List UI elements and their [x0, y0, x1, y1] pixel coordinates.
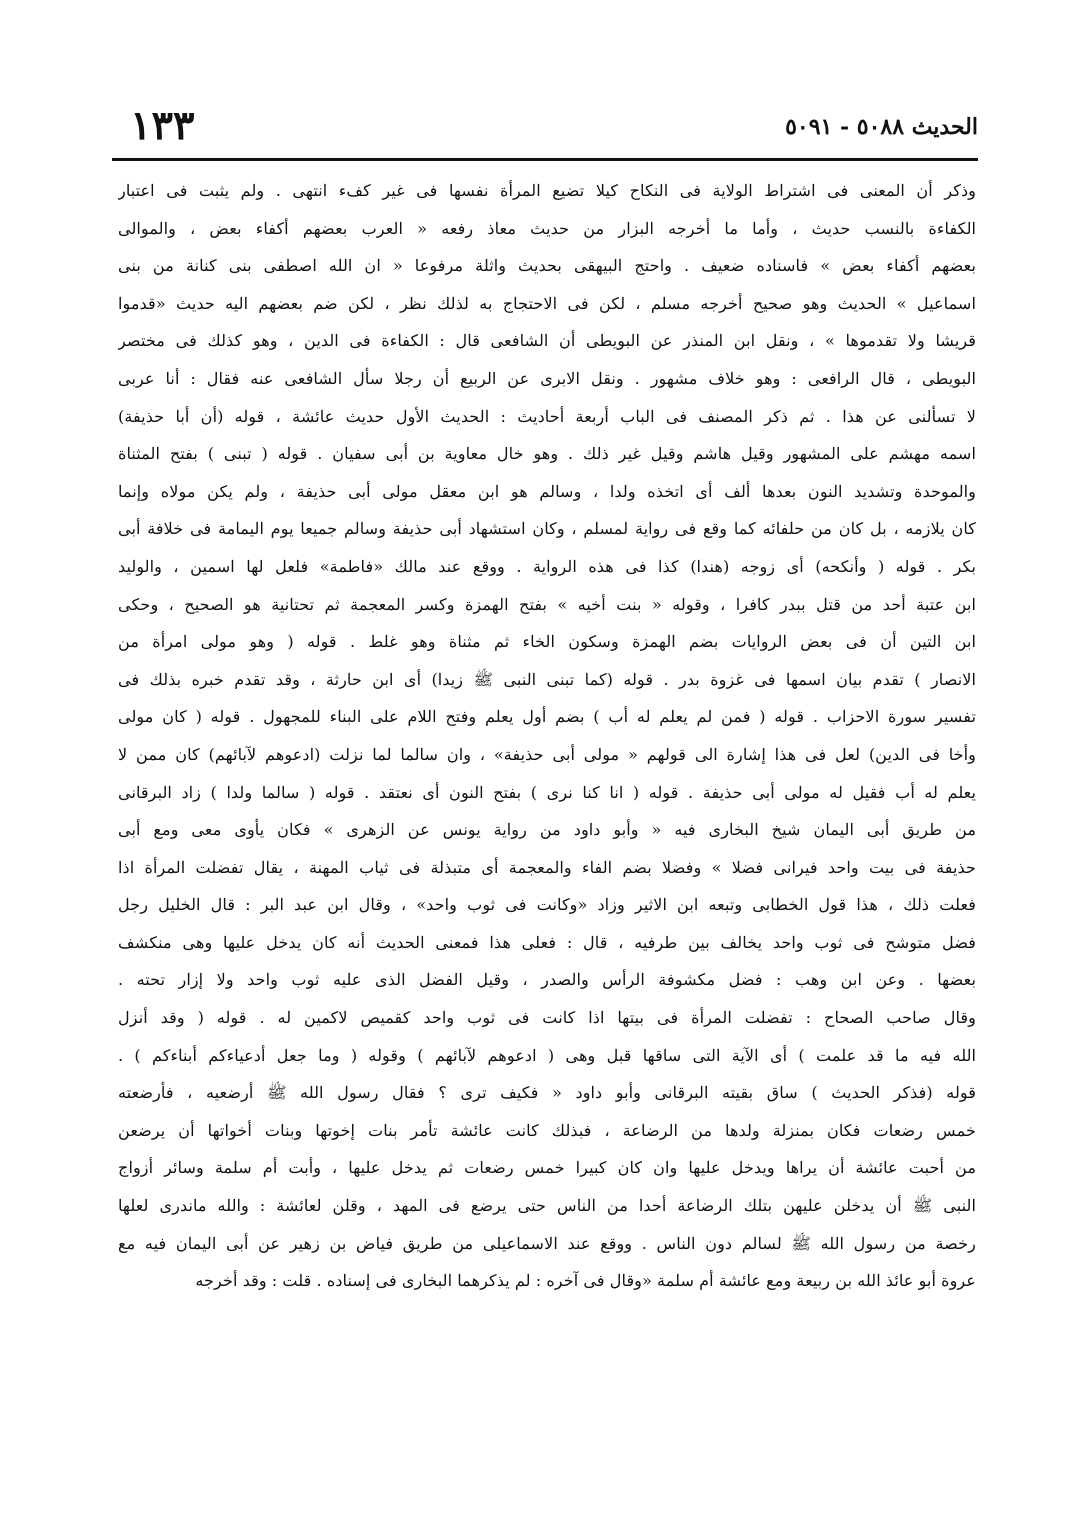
text-line: وأخا فى الدين) لعل فى هذا إشارة الى قولهم « مولى أبى حذيفة» ، وان سالما لما نزلت (ادعوهم لآبائهم) كان ممن لا: [118, 744, 976, 764]
header-divider: [112, 158, 978, 161]
page-header: [112, 102, 978, 164]
text-line: فضل متوشح فى ثوب واحد يخالف بين طرفيه ، قال : فعلى هذا فمعنى الحديث أنه كان يدخل عليها وهى منكشف: [118, 932, 976, 952]
running-header-title: الحديث ٥٠٨٨ - ٥٠٩١: [785, 114, 978, 140]
text-line: ابن التين أن فى بعض الروايات بضم الهمزة وسكون الخاء ثم مثناة وهو غلط . قوله ( وهو مولى امرأة من: [118, 632, 976, 652]
text-line: بعضهم أكفاء بعض » فاسناده ضعيف . واحتج البيهقى بحديث واثلة مرفوعا « ان الله اصطفى بنى كنانة من بنى: [118, 256, 976, 276]
page-number: ١٣٣: [130, 102, 195, 149]
text-line: يعلم له أب فقيل له مولى أبى حذيفة . قوله ( انا كنا نرى ) بفتح النون أى نعتقد . قوله ( سالما ولدا ) زاد البرقانى: [118, 782, 976, 802]
text-line: من أحبت عائشة أن يراها ويدخل عليها وان كان كبيرا خمس رضعات ثم يدخل عليها ، وأبت أم سلمة وسائر أزواج: [118, 1158, 976, 1178]
text-line: لا تسألنى عن هذا . ثم ذكر المصنف فى الباب أربعة أحاديث : الحديث الأول حديث عائشة ، قوله (أن أبا حذيفة): [118, 406, 976, 426]
text-line: عروة أبو عائذ الله بن ربيعة ومع عائشة أم سلمة «وقال فى آخره : لم يذكرهما البخارى فى إسناده . قلت : وقد أخرجه: [195, 1271, 976, 1291]
text-line: اسماعيل » الحديث وهو صحيح أخرجه مسلم ، لكن فى الاحتجاج به لذلك نظر ، لكن ضم بعضهم اليه حديث «قدموا: [118, 293, 976, 313]
text-line: تفسير سورة الاحزاب . قوله ( فمن لم يعلم له أب ) بضم أول يعلم وفتح اللام على البناء للمجهول . قوله ( كان مولى: [118, 707, 976, 727]
text-line: الانصار ) تقدم بيان اسمها فى غزوة بدر . قوله (كما تبنى النبى ﷺ زيدا) أى ابن حارثة ، وقد تقدم خبره بذلك فى: [118, 669, 976, 689]
text-line: كان يلازمه ، بل كان من حلفائه كما وقع فى رواية لمسلم ، وكان استشهاد أبى حذيفة وسالم جميعا يوم اليمامة فى خلافة أبى: [118, 519, 976, 539]
text-line: بكر . قوله ( وأنكحه) أى زوجه (هندا) كذا فى هذه الرواية . ووقع عند مالك «فاطمة» فلعل لها اسمين ، والوليد: [118, 556, 976, 576]
text-line: حذيفة فى بيت واحد فيرانى فضلا » وفضلا بضم الفاء والمعجمة أى متبذلة فى ثياب المهنة ، يقال تفضلت المرأة اذا: [118, 857, 976, 877]
text-line: من طريق أبى اليمان شيخ البخارى فيه « وأبو داود من رواية يونس عن الزهرى » فكان يأوى معى ومع أبى: [118, 820, 976, 840]
text-line: بعضها . وعن ابن وهب : فضل مكشوفة الرأس والصدر ، وقيل الفضل الذى عليه ثوب واحد ولا إزار تحته .: [118, 970, 976, 990]
text-line: وذكر أن المعنى فى اشتراط الولاية فى النكاح كيلا تضيع المرأة نفسها فى غير كفء انتهى . ولم يثبت فى اعتبار: [118, 181, 976, 200]
text-line: الكفاءة بالنسب حديث ، وأما ما أخرجه البزار من حديث معاذ رفعه « العرب بعضهم أكفاء بعض ، والموالى: [118, 218, 976, 238]
text-line: الله فيه ما قد علمت ) أى الآية التى ساقها قبل وهى ( ادعوهم لآبائهم ) وقوله ( وما جعل أدعياءكم أبناءكم ) .: [118, 1045, 976, 1065]
text-line: اسمه مهشم على المشهور وقيل هاشم وقيل غير ذلك . وهو خال معاوية بن أبى سفيان . قوله ( تبنى ) بفتح المثناة: [118, 444, 976, 464]
text-line: ابن عتبة أحد من قتل ببدر كافرا ، وقوله « بنت أخيه » بفتح الهمزة وكسر المعجمة ثم تحتانية هو الصحيح ، وحكى: [118, 594, 976, 614]
text-line: قريشا ولا تقدموها » ، ونقل ابن المنذر عن البويطى أن الشافعى قال : الكفاءة فى الدين ، وهو كذلك فى مختصر: [118, 331, 976, 351]
text-line: وقال صاحب الصحاح : تفضلت المرأة فى بيتها اذا كانت فى ثوب واحد كقميص لاكمين له . قوله ( وقد أنزل: [118, 1008, 976, 1028]
text-line: البويطى ، قال الرافعى : وهو خلاف مشهور . ونقل الابرى عن الربيع أن رجلا سأل الشافعى عنه فقال : أنا عربى: [118, 368, 976, 388]
text-line: رخصة من رسول الله ﷺ لسالم دون الناس . ووقع عند الاسماعيلى من طريق فياض بن زهير عن أبى اليمان فيه مع: [118, 1233, 976, 1253]
text-line: قوله (فذكر الحديث ) ساق بقيته البرقانى وأبو داود « فكيف ترى ؟ فقال رسول الله ﷺ أرضعيه ، فأرضعته: [118, 1083, 976, 1103]
text-line: فعلت ذلك ، هذا قول الخطابى وتبعه ابن الاثير وزاد «وكانت فى ثوب واحد» ، وقال ابن عبد البر : قال الخليل رجل: [118, 895, 976, 915]
text-line: والموحدة وتشديد النون بعدها ألف أى اتخذه ولدا ، وسالم هو ابن معقل مولى أبى حذيفة ، ولم يكن مولاه وإنما: [118, 481, 976, 501]
text-line: النبى ﷺ أن يدخلن عليهن بتلك الرضاعة أحدا من الناس حتى يرضع فى المهد ، وقلن لعائشة : والله ماندرى لعلها: [118, 1196, 976, 1216]
text-line: خمس رضعات فكان بمنزلة ولدها من الرضاعة ، فبذلك كانت عائشة تأمر بنات إخوتها وبنات أخواتها أن يرضعن: [118, 1120, 976, 1140]
body-text: [118, 172, 976, 1512]
